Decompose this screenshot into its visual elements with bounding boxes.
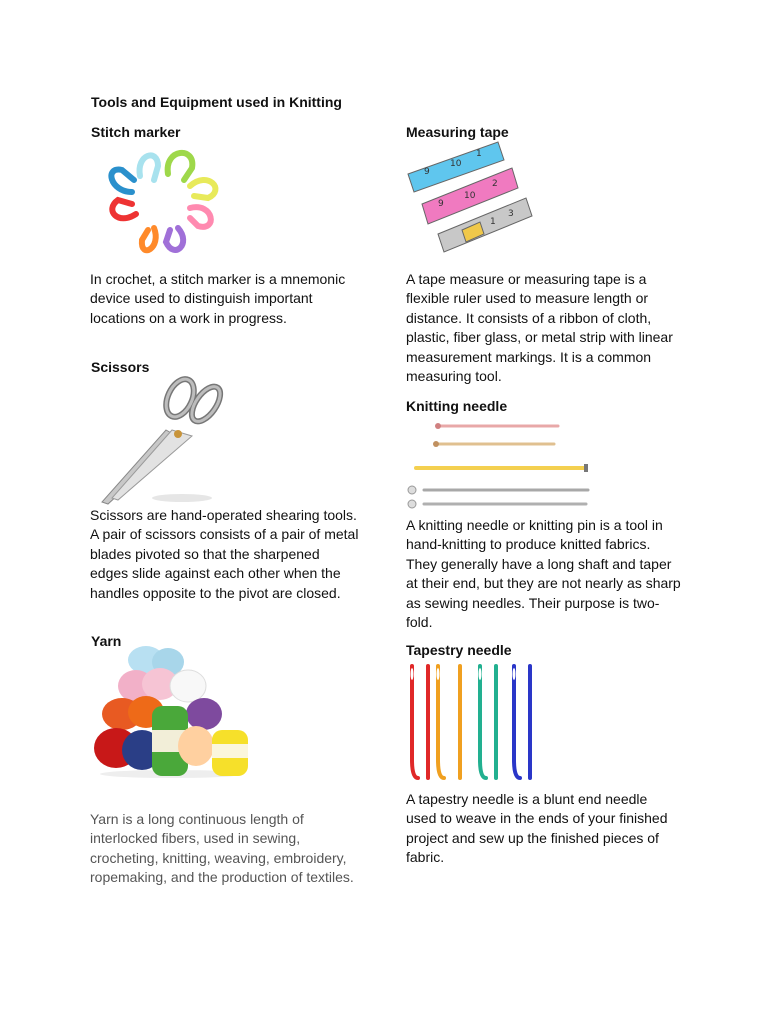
svg-text:1: 1: [476, 149, 482, 159]
measuring-tape-text: A tape measure or measuring tape is a flexible ruler used to measure length or distance. It consists of a ribbon of cloth, plastic, fiber glass, or metal strip with linear measurement markings. It is a common measuring tool.: [406, 271, 673, 385]
svg-text:10: 10: [464, 191, 476, 201]
tapestry-needle-image: [404, 660, 536, 784]
svg-text:10: 10: [450, 159, 462, 169]
measuring-tape-image: [404, 138, 536, 256]
svg-text:3: 3: [508, 209, 514, 219]
scissors-heading: Scissors: [91, 359, 150, 375]
scissors-image: [96, 372, 226, 508]
svg-text:9: 9: [424, 167, 430, 177]
scissors-text: Scissors are hand-operated shearing tools. A pair of scissors consists of a pair of metal blades pivoted so that the sharpened edges slide against each other when the handles opposite to the pivot are closed.: [90, 507, 359, 601]
stitch-marker-text: In crochet, a stitch marker is a mnemonic device used to distinguish important locations on a work in progress.: [90, 271, 346, 326]
svg-text:1: 1: [490, 217, 496, 227]
measuring-tape-heading: Measuring tape: [406, 124, 509, 140]
stitch-marker-heading: Stitch marker: [91, 124, 181, 140]
svg-text:9: 9: [438, 199, 444, 209]
svg-text:2: 2: [492, 179, 498, 189]
tapestry-needle-text: A tapestry needle is a blunt end needle used to weave in the ends of your finished project and sew up the finished pieces of fabric.: [406, 791, 668, 866]
knitting-needle-text: A knitting needle or knitting pin is a tool in hand-knitting to produce knitted fabrics. They generally have a long shaft and taper at their end, but they are not nearly as sharp as sewing needles. Their purpose is two-fold.: [406, 517, 681, 631]
yarn-image: [92, 646, 252, 778]
knitting-needle-image: [404, 414, 594, 514]
yarn-heading: Yarn: [91, 633, 122, 649]
yarn-text: Yarn is a long continuous length of interlocked fibers, used in sewing, crocheting, knitting, weaving, embroidery, ropemaking, and the production of textiles.: [90, 811, 354, 886]
tapestry-needle-heading: Tapestry needle: [406, 642, 512, 658]
knitting-needle-heading: Knitting needle: [406, 398, 508, 414]
stitch-marker-image: [96, 136, 230, 266]
document-title: Tools and Equipment used in Knitting: [91, 94, 342, 110]
